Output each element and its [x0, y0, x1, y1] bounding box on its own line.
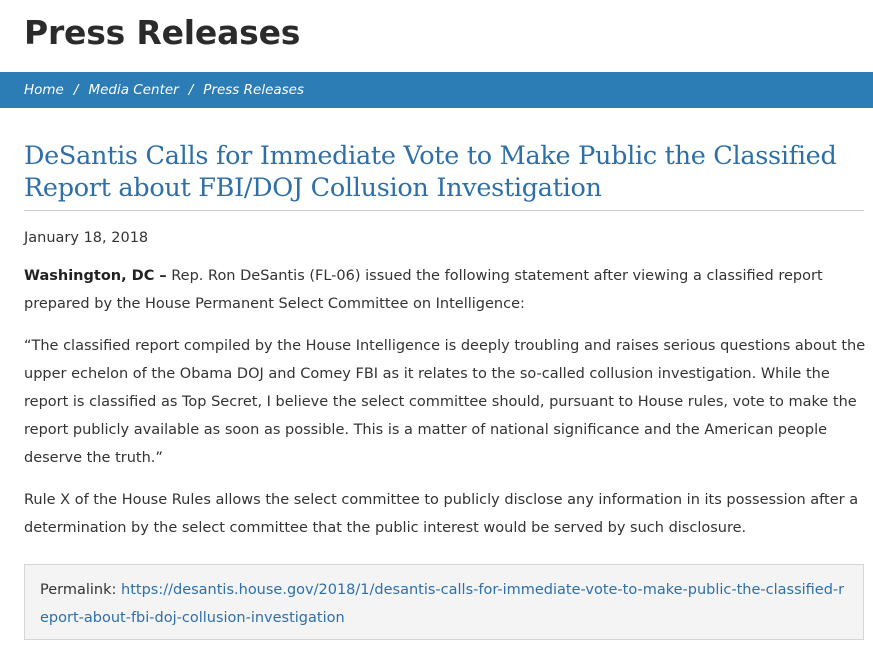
- breadcrumb-press-releases-link[interactable]: Press Releases: [203, 82, 305, 98]
- title-divider: [24, 210, 864, 211]
- page-title: Press Releases: [24, 13, 301, 52]
- article-title: DeSantis Calls for Immediate Vote to Make Public the Classified Report about FBI/DOJ Collusion Investigation: [24, 141, 837, 203]
- breadcrumb-home-link[interactable]: Home: [24, 82, 64, 98]
- article-paragraph-3: Rule X of the House Rules allows the select committee to publicly disclose any information in its possession after a determination by the select committee that the public interest would be served by such disclosure.: [24, 492, 859, 536]
- permalink-box: [24, 564, 864, 640]
- breadcrumb-separator: /: [73, 82, 79, 98]
- article-quote-paragraph: “The classified report compiled by the House Intelligence is deeply troubling and raises serious questions about the upper echelon of the Obama DOJ and Comey FBI as it relates to the so-called collusion investigation. While the report is classified as Top Secret, I believe the select committee should, pursuant to House rules, vote to make the report publicly available as soon as possible. This is a matter of national significance and the American people deserve the truth.”: [24, 338, 866, 466]
- breadcrumb: [0, 72, 873, 108]
- article-paragraph-1-text: Rep. Ron DeSantis (FL-06) issued the following statement after viewing a classified report prepared by the House Permanent Select Committee on Intelligence:: [24, 268, 823, 312]
- permalink-link[interactable]: https://desantis.house.gov/2018/1/desantis-calls-for-immediate-vote-to-make-public-the-classified-report-about-fbi-doj-collusion-investigation: [40, 582, 845, 626]
- breadcrumb-media-center-link[interactable]: Media Center: [88, 82, 179, 98]
- breadcrumb-separator: /: [188, 82, 194, 98]
- article-paragraph-1: [24, 262, 869, 318]
- article-dateline: Washington, DC –: [24, 268, 167, 284]
- permalink-label: Permalink:: [40, 582, 117, 598]
- article-date: January 18, 2018: [24, 230, 149, 246]
